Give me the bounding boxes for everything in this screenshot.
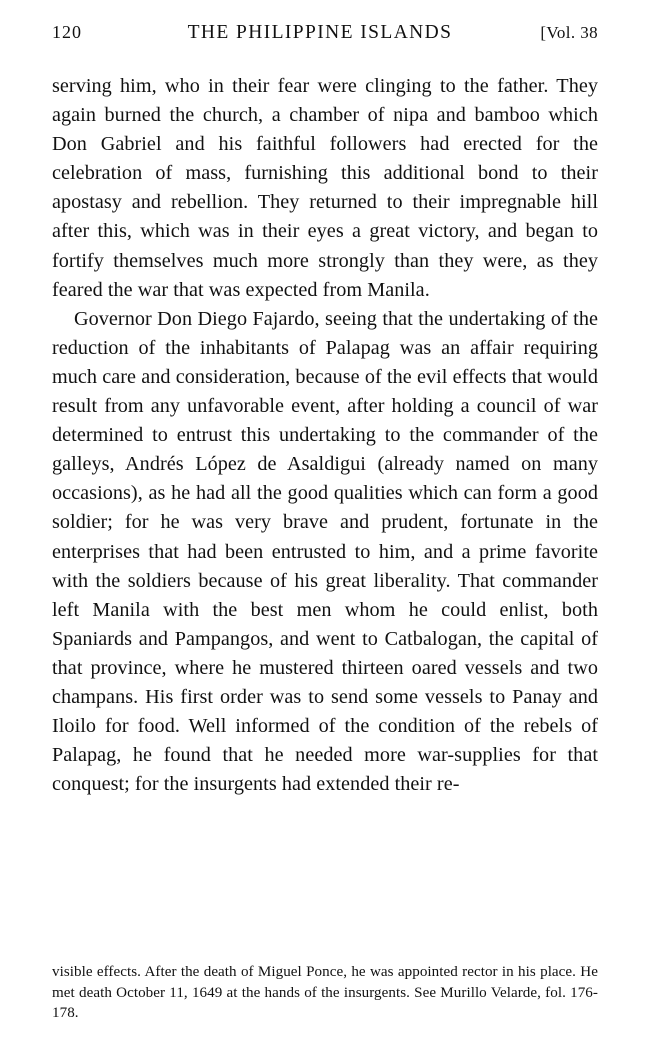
page-header [52, 22, 598, 44]
body-text [52, 72, 598, 799]
volume-label: [Vol. 38 [540, 23, 598, 42]
page-number: 120 [52, 22, 82, 42]
paragraph-1: serving him, who in their fear were clinging to the father. They again burned the church, a chamber of nipa and bamboo which Don Gabriel and his faithful followers had erected for the celebration of mass, furnishing this additional bond to their apostasy and rebellion. They returned to their impregnable hill after this, which was in their eyes a great victory, and began to fortify themselves much more strongly than they were, as they feared the war that was expected from Manila. [52, 75, 598, 301]
paragraph-2: Governor Don Diego Fajardo, seeing that the undertaking of the reduction of the inhabitants of Palapag was an affair requiring much care and consideration, because of the evil effects that would result from any unfavorable event, after holding a council of war determined to entrust this undertaking to the commander of the galleys, Andrés López de Asaldigui (already named on many occasions), as he had all the good qualities which can form a good soldier; for he was very brave and prudent, fortunate in the enterprises that had been entrusted to him, and a prime favorite with the soldiers because of his great liberality. That commander left Manila with the best men whom he could enlist, both Spaniards and Pampangos, and went to Catbalogan, the capital of that province, where he mustered thirteen oared vessels and two champans. His first order was to send some vessels to Panay and Iloilo for food. Well informed of the condition of the rebels of Palapag, he found that he needed more war-supplies for that conquest; for the insurgents had extended their re- [52, 307, 598, 796]
running-title: THE PHILIPPINE ISLANDS [187, 22, 453, 43]
footnote-text: visible effects. After the death of Miguel Ponce, he was appointed rector in his place. He met death October 11, 1649 at the hands of the insurgents. See Murillo Velarde, fol. 176-178. [52, 964, 598, 1022]
footnote [52, 962, 598, 1024]
